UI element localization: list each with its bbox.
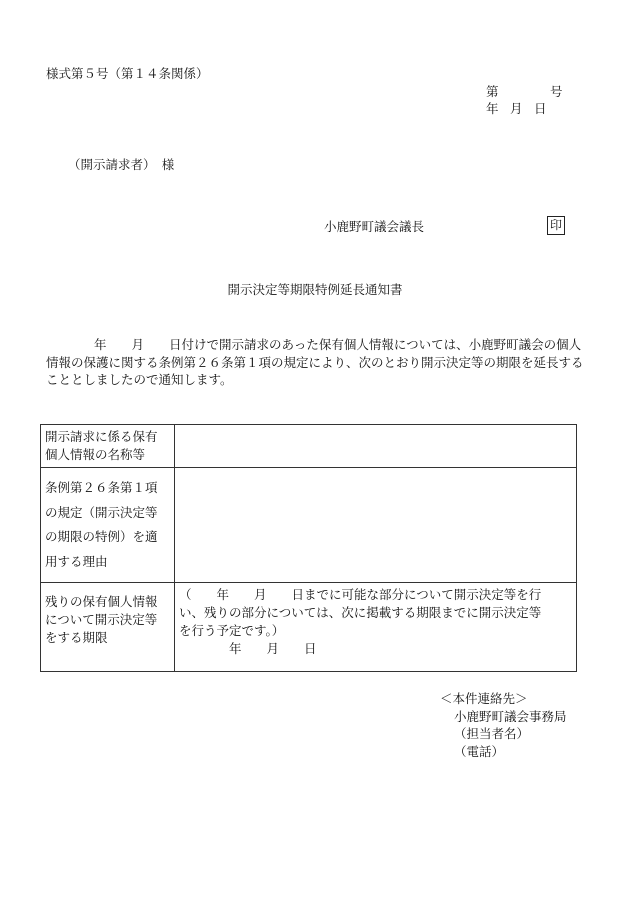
number-prefix: 第 — [486, 84, 499, 99]
document-number-line — [486, 83, 563, 100]
table-label-line: の規定（開示決定等 — [45, 504, 158, 520]
contact-block — [440, 690, 567, 760]
body-text: 年 月 日付けで開示請求のあった保有個人情報については、小鹿野町議会の個人情報の保護に関する条例第２６条第１項の規定により、次のとおり開示決定等の期限を延長することとしましたので通知します。 — [46, 337, 584, 387]
sender-name: 小鹿野町議会議長 — [324, 219, 425, 234]
table-label-line: 開示請求に係る保有 — [45, 429, 158, 444]
table-label-line: 用する理由 — [45, 553, 108, 569]
table-value-line: （ 年 月 日までに可能な部分について開示決定等を行 — [179, 587, 542, 602]
table-label-line: をする期限 — [45, 630, 108, 645]
number-suffix: 号 — [550, 84, 563, 99]
table-label-deadline — [41, 583, 175, 672]
table-label-line: 個人情報の名称等 — [45, 447, 146, 462]
date-day: 日 — [534, 101, 547, 116]
contact-office: 小鹿野町議会事務局 — [454, 708, 567, 724]
contact-phone: （電話） — [454, 743, 505, 759]
table-label-item-name — [41, 425, 175, 468]
document-number-date — [486, 83, 563, 117]
contact-person: （担当者名） — [454, 726, 530, 741]
table-value-item-name — [175, 425, 577, 468]
addressee: （開示請求者） 様 — [68, 157, 175, 172]
table-value-line: を行う予定です。） — [179, 623, 285, 638]
date-year: 年 — [486, 101, 499, 116]
table-label-line: 残りの保有個人情報 — [45, 594, 158, 609]
table-value-deadline — [175, 583, 577, 672]
info-table — [40, 424, 577, 672]
table-value-line: 年 月 日 — [179, 641, 317, 656]
document-date-line — [486, 100, 563, 117]
table-label-line: の期限の特例）を適 — [45, 529, 158, 544]
table-label-reason — [41, 468, 175, 583]
date-month: 月 — [510, 101, 523, 116]
table-row-deadline — [41, 583, 577, 672]
table-row-item-name — [41, 425, 577, 468]
table-value-reason — [175, 468, 577, 583]
table-label-line: について開示決定等 — [45, 612, 158, 627]
number-blank — [518, 83, 550, 100]
seal-mark: 印 — [547, 216, 565, 235]
table-label-line: 条例第２６条第１項 — [45, 480, 158, 495]
table-value-line: い、残りの部分については、次に掲載する期限までに開示決定等 — [179, 605, 542, 620]
form-identifier: 様式第５号（第１４条関係） — [46, 66, 209, 81]
contact-heading: ＜本件連絡先＞ — [440, 691, 528, 706]
body-paragraph — [46, 336, 586, 389]
document-title: 開示決定等期限特例延長通知書 — [227, 282, 403, 297]
table-row-reason — [41, 468, 577, 583]
